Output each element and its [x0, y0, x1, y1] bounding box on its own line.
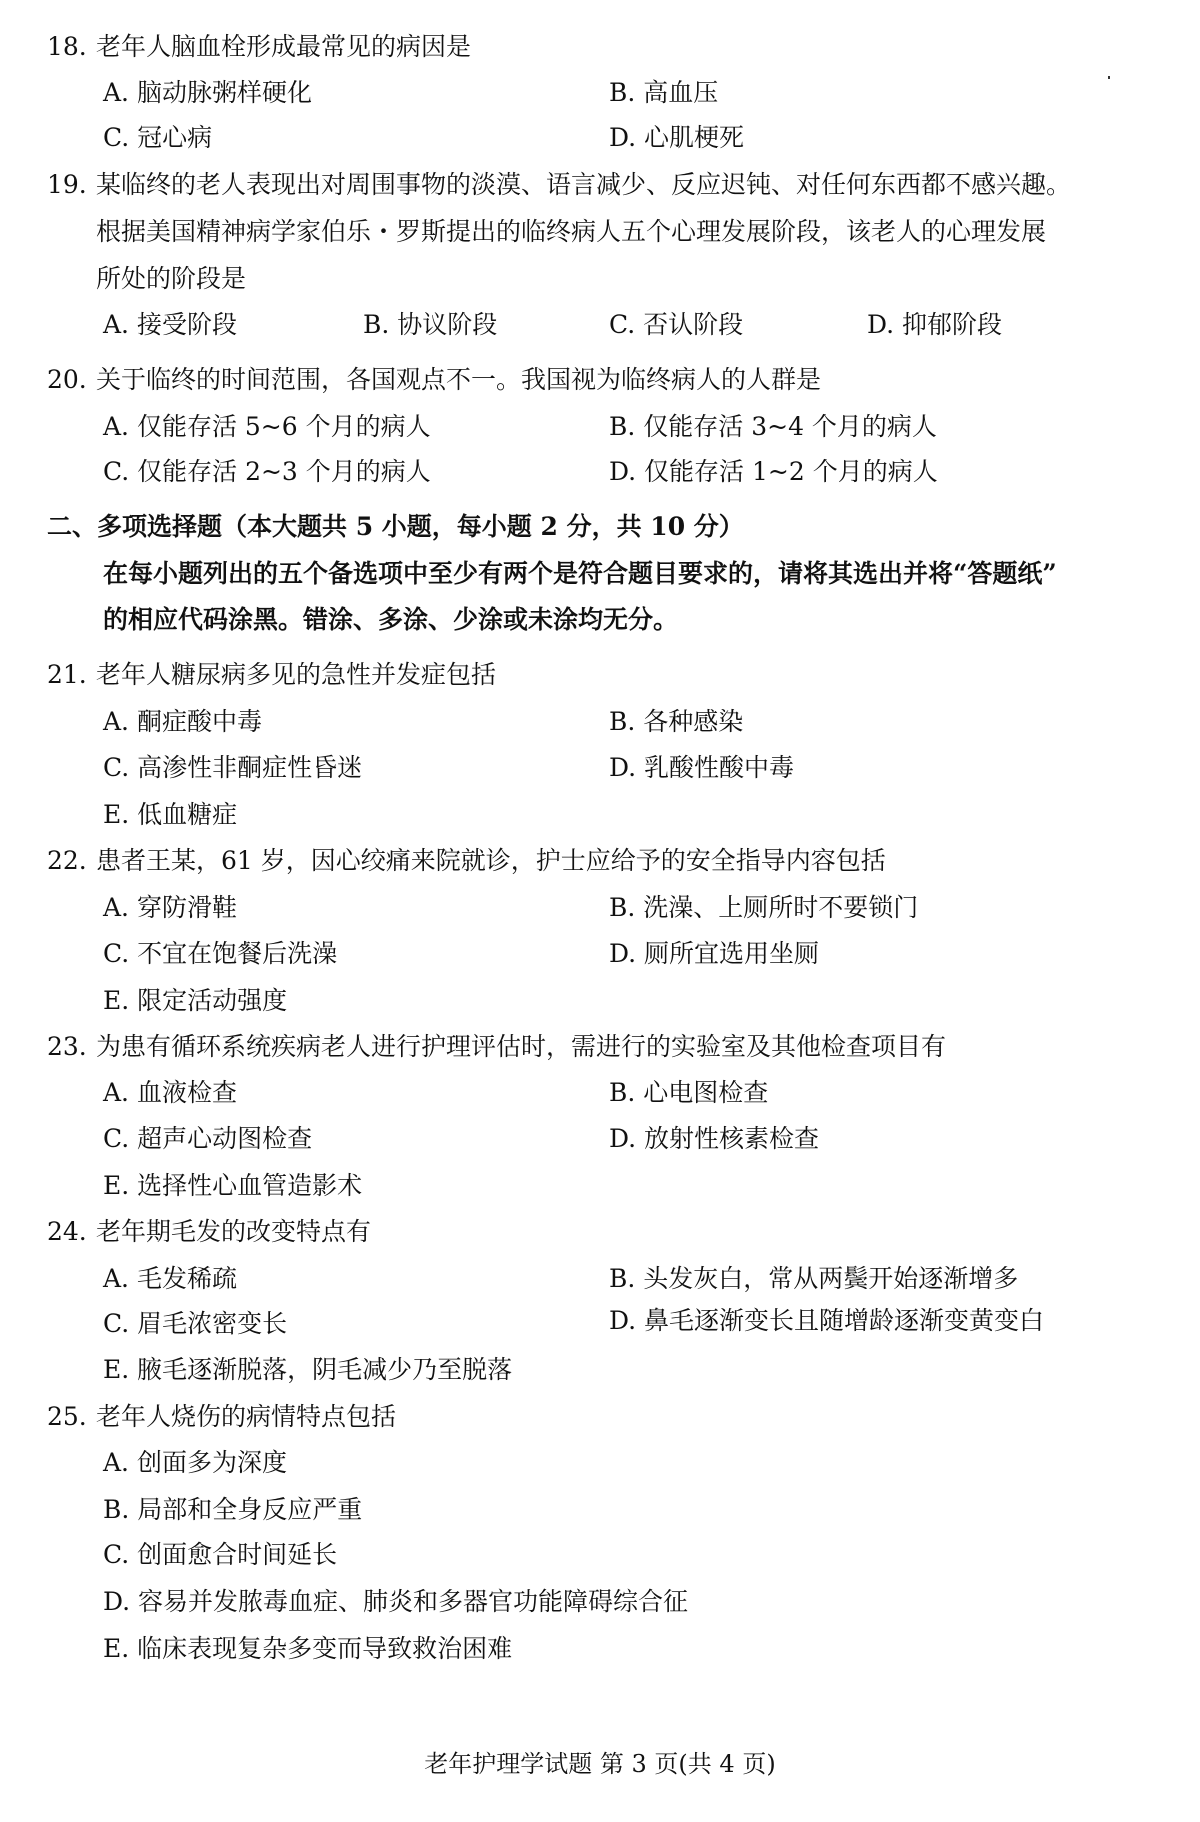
question-stem: 关于临终的时间范围，各国观点不一。我国视为临终病人的人群是	[96, 365, 822, 394]
option-b: B. 各种感染	[609, 707, 744, 736]
option-c: C. 仅能存活 2~3 个月的病人	[103, 457, 431, 486]
option-c: C. 创面愈合时间延长	[103, 1540, 338, 1569]
question-number: 24.	[47, 1217, 87, 1246]
option-c: C. 眉毛浓密变长	[103, 1309, 288, 1338]
option-e: E. 腋毛逐渐脱落，阴毛减少乃至脱落	[103, 1355, 513, 1384]
option-e: E. 低血糖症	[103, 800, 238, 829]
option-d: D. 仅能存活 1~2 个月的病人	[609, 457, 938, 486]
option-b: B. 协议阶段	[363, 310, 498, 339]
question-stem: 老年人脑血栓形成最常见的病因是	[96, 32, 472, 61]
section-instructions: 的相应代码涂黑。错涂、多涂、少涂或未涂均无分。	[103, 605, 679, 634]
question-stem: 老年期毛发的改变特点有	[96, 1217, 372, 1246]
option-b: B. 洗澡、上厕所时不要锁门	[609, 893, 919, 922]
question-stem: 老年人烧伤的病情特点包括	[96, 1402, 397, 1431]
question-number: 18.	[47, 32, 87, 61]
question-number: 22.	[47, 846, 87, 875]
option-e: E. 临床表现复杂多变而导致救治困难	[103, 1634, 513, 1663]
option-d: D. 心肌梗死	[609, 123, 745, 152]
option-a: A. 接受阶段	[103, 310, 237, 339]
question-stem: 为患有循环系统疾病老人进行护理评估时，需进行的实验室及其他检查项目有	[96, 1032, 947, 1061]
option-d: D. 厕所宜选用坐厕	[609, 939, 820, 968]
option-a: A. 酮症酸中毒	[103, 707, 262, 736]
option-b: B. 心电图检查	[609, 1078, 769, 1107]
question-number: 25.	[47, 1402, 87, 1431]
option-b: B. 高血压	[609, 78, 719, 107]
option-c: C. 冠心病	[103, 123, 213, 152]
question-number: 19.	[47, 170, 87, 199]
option-d: D. 容易并发脓毒血症、肺炎和多器官功能障碍综合征	[103, 1587, 689, 1616]
option-c: C. 不宜在饱餐后洗澡	[103, 939, 338, 968]
option-a: A. 毛发稀疏	[103, 1264, 237, 1293]
option-b: B. 头发灰白，常从两鬓开始逐渐增多	[609, 1264, 1019, 1293]
question-number: 21.	[47, 660, 87, 689]
option-a: A. 血液检查	[103, 1078, 237, 1107]
question-stem-line: 某临终的老人表现出对周围事物的淡漠、语言减少、反应迟钝、对任何东西都不感兴趣。	[96, 170, 1072, 199]
option-e: E. 选择性心血管造影术	[103, 1171, 363, 1200]
question-number: 23.	[47, 1032, 87, 1061]
option-a: A. 脑动脉粥样硬化	[103, 78, 312, 107]
scan-speck	[1108, 76, 1110, 79]
option-a: A. 穿防滑鞋	[103, 893, 237, 922]
option-d: D. 放射性核素检查	[609, 1124, 820, 1153]
section-title: 二、多项选择题（本大题共 5 小题，每小题 2 分，共 10 分）	[47, 512, 744, 541]
option-a: A. 仅能存活 5~6 个月的病人	[103, 412, 431, 441]
question-stem-line: 根据美国精神病学家伯乐・罗斯提出的临终病人五个心理发展阶段，该老人的心理发展	[96, 217, 1047, 246]
option-b: B. 局部和全身反应严重	[103, 1495, 363, 1524]
option-e: E. 限定活动强度	[103, 986, 288, 1015]
option-c: C. 否认阶段	[609, 310, 744, 339]
option-a: A. 创面多为深度	[103, 1448, 287, 1477]
question-stem-line: 所处的阶段是	[96, 264, 247, 293]
question-stem: 老年人糖尿病多见的急性并发症包括	[96, 660, 497, 689]
option-b: B. 仅能存活 3~4 个月的病人	[609, 412, 937, 441]
question-number: 20.	[47, 365, 87, 394]
option-c: C. 高渗性非酮症性昏迷	[103, 753, 363, 782]
option-c: C. 超声心动图检查	[103, 1124, 313, 1153]
page-footer: 老年护理学试题 第 3 页(共 4 页)	[424, 1750, 776, 1778]
section-instructions: 在每小题列出的五个备选项中至少有两个是符合题目要求的，请将其选出并将“答题纸”	[103, 559, 1057, 588]
question-stem: 患者王某，61 岁，因心绞痛来院就诊，护士应给予的安全指导内容包括	[96, 846, 886, 875]
option-d: D. 抑郁阶段	[867, 310, 1003, 339]
option-d: D. 乳酸性酸中毒	[609, 753, 795, 782]
option-d: D. 鼻毛逐渐变长且随增龄逐渐变黄变白	[609, 1306, 1045, 1335]
